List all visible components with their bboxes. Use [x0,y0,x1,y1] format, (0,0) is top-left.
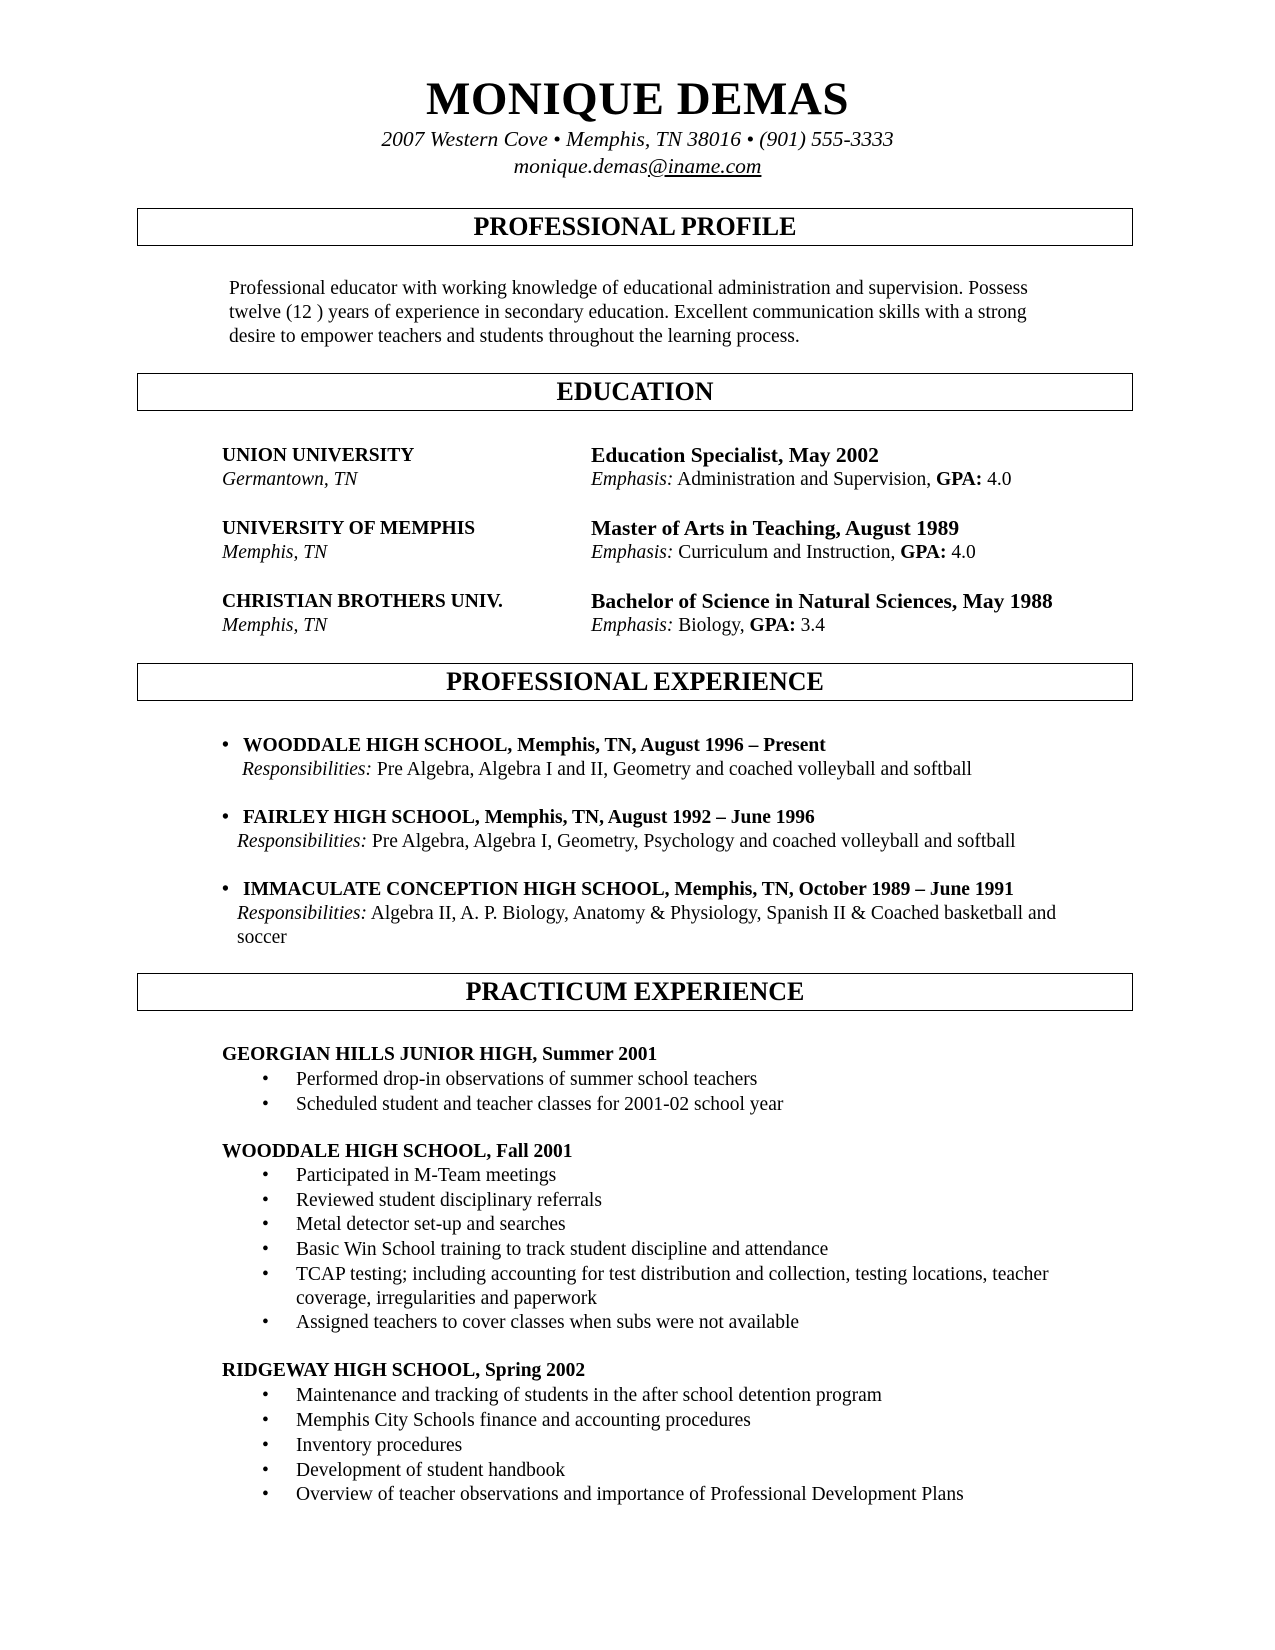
bullet-icon: • [262,1435,269,1456]
email-line [0,154,1275,179]
email-link[interactable]: @iname.com [647,154,762,178]
bullet-icon: • [262,1214,269,1235]
emphasis-value: Biology, [673,615,750,636]
email-user: monique.demas [513,154,648,178]
gpa-value: 4.0 [946,542,976,563]
practicum-title: WOODDALE HIGH SCHOOL, Fall 2001 [222,1141,573,1162]
education-emphasis [591,542,976,564]
responsibilities-label: Responsibilities: [237,903,367,924]
practicum-item: Assigned teachers to cover classes when subs were not available [296,1312,800,1333]
practicum-item: Reviewed student disciplinary referrals [296,1190,602,1211]
responsibilities-text: Pre Algebra, Algebra I and II, Geometry and coached volleyball and softball [372,759,972,780]
education-school: CHRISTIAN BROTHERS UNIV. [222,591,503,612]
practicum-item: Basic Win School training to track student discipline and attendance [296,1239,829,1260]
bullet-icon: • [262,1312,269,1333]
practicum-item: Memphis City Schools finance and accounting procedures [296,1410,751,1431]
practicum-item: Participated in M-Team meetings [296,1165,557,1186]
emphasis-label: Emphasis: [591,615,674,636]
bullet-icon: • [262,1385,269,1406]
bullet-icon: • [222,807,229,828]
education-school: UNION UNIVERSITY [222,445,415,466]
bullet-icon: • [222,879,229,900]
profile-line: twelve (12 ) years of experience in secondary education. Excellent communication skills with a strong [229,302,1027,323]
education-emphasis [591,615,825,637]
emphasis-value: Administration and Supervision, [673,469,937,490]
bullet-icon: • [262,1410,269,1431]
experience-title: FAIRLEY HIGH SCHOOL, Memphis, TN, August 1992 – June 1996 [243,807,815,828]
bullet-icon: • [262,1460,269,1481]
bullet-icon: • [262,1165,269,1186]
candidate-name: MONIQUE DEMAS [426,73,849,125]
bullet-icon: • [262,1190,269,1211]
practicum-item: Development of student handbook [296,1460,566,1481]
gpa-label: GPA: [900,542,947,563]
practicum-item-continuation: coverage, irregularities and paperwork [296,1288,598,1309]
education-location: Memphis, TN [222,615,328,636]
practicum-item: Maintenance and tracking of students in the after school detention program [296,1385,882,1406]
bullet-icon: • [262,1239,269,1260]
gpa-value: 4.0 [982,469,1012,490]
profile-line: desire to empower teachers and students throughout the learning process. [229,326,800,347]
bullet-icon: • [222,735,229,756]
experience-title: IMMACULATE CONCEPTION HIGH SCHOOL, Memphis, TN, October 1989 – June 1991 [243,879,1014,900]
education-degree: Education Specialist, May 2002 [591,443,879,467]
experience-responsibilities [237,903,1056,925]
education-location: Germantown, TN [222,469,358,490]
section-heading-practicum: PRACTICUM EXPERIENCE [137,973,1133,1011]
education-school: UNIVERSITY OF MEMPHIS [222,518,476,539]
practicum-item: Performed drop-in observations of summer school teachers [296,1069,758,1090]
bullet-icon: • [262,1094,269,1115]
responsibilities-text: Pre Algebra, Algebra I, Geometry, Psychology and coached volleyball and softball [367,831,1016,852]
section-heading-education: EDUCATION [137,373,1133,411]
gpa-label: GPA: [936,469,983,490]
responsibilities-label: Responsibilities: [237,831,367,852]
section-heading-profile: PROFESSIONAL PROFILE [137,208,1133,246]
section-heading-experience: PROFESSIONAL EXPERIENCE [137,663,1133,701]
education-degree: Master of Arts in Teaching, August 1989 [591,516,960,540]
bullet-icon: • [262,1264,269,1285]
address-line: 2007 Western Cove • Memphis, TN 38016 • (901) 555-3333 [381,127,894,151]
education-degree: Bachelor of Science in Natural Sciences, May 1988 [591,589,1053,613]
experience-responsibilities [242,759,972,781]
profile-line: Professional educator with working knowledge of educational administration and supervision. Possess [229,278,1028,299]
bullet-icon: • [262,1484,269,1505]
practicum-item: Overview of teacher observations and importance of Professional Development Plans [296,1484,964,1505]
education-emphasis [591,469,1012,491]
practicum-title: GEORGIAN HILLS JUNIOR HIGH, Summer 2001 [222,1044,658,1065]
practicum-item: Inventory procedures [296,1435,463,1456]
bullet-icon: • [262,1069,269,1090]
responsibilities-continuation: soccer [237,927,287,948]
gpa-value: 3.4 [795,615,826,636]
practicum-item: TCAP testing; including accounting for test distribution and collection, testing locations, teacher [296,1264,1049,1285]
practicum-title: RIDGEWAY HIGH SCHOOL, Spring 2002 [222,1360,586,1381]
gpa-label: GPA: [749,615,796,636]
emphasis-label: Emphasis: [591,469,674,490]
education-location: Memphis, TN [222,542,328,563]
practicum-item: Metal detector set-up and searches [296,1214,566,1235]
practicum-item: Scheduled student and teacher classes for 2001-02 school year [296,1094,784,1115]
experience-title: WOODDALE HIGH SCHOOL, Memphis, TN, August 1996 – Present [243,735,826,756]
responsibilities-label: Responsibilities: [242,759,372,780]
responsibilities-text: Algebra II, A. P. Biology, Anatomy & Physiology, Spanish II & Coached basketball and [367,903,1057,924]
emphasis-value: Curriculum and Instruction, [673,542,901,563]
experience-responsibilities [237,831,1016,853]
emphasis-label: Emphasis: [591,542,674,563]
